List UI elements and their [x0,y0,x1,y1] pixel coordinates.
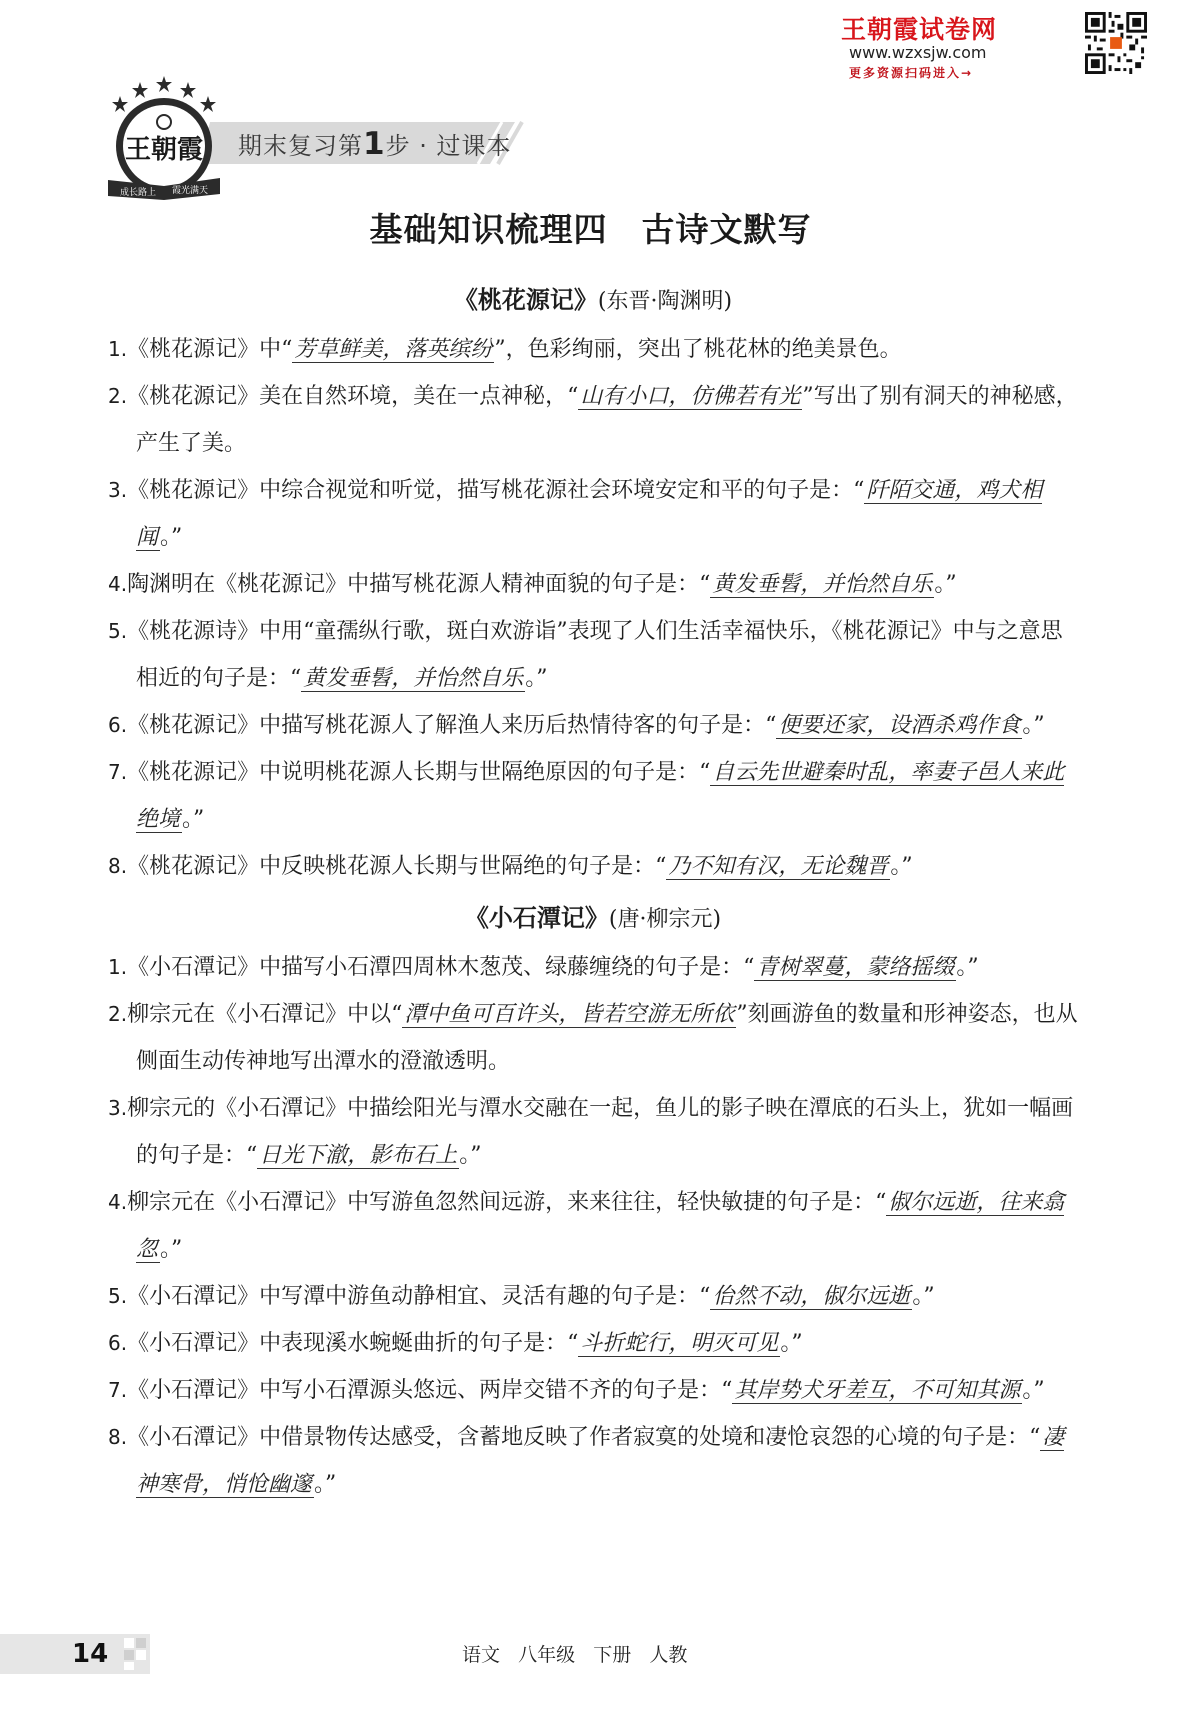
answer-text: 阡陌交通，鸡犬相闻 [136,478,1043,550]
list-item: 4.陶渊明在《桃花源记》中描写桃花源人精神面貌的句子是：“黄发垂髫，并怡然自乐。” [108,572,957,597]
footer-volume: 下册 [593,1644,632,1666]
brand-more-resources: 更多资源扫码进入→ [849,66,974,80]
banner-suffix: 步 · 过课本 [385,132,512,160]
step-banner [238,126,511,162]
list-item: 2.《桃花源记》美在自然环境，美在一点神秘，“山有小口，仿佛若有光”写出了别有洞天的神秘感，产生了美。 [108,384,1078,456]
recitation-content [108,278,1078,1508]
section-work-title: 《桃花源记》 [453,286,598,314]
brand-name: 王朝霞试卷网 [841,15,998,44]
answer-text: 便要还家，设酒杀鸡作食 [778,713,1021,738]
list-item: 6.《小石潭记》中表现溪水蜿蜒曲折的句子是：“斗折蛇行，明灭可见。” [108,1331,803,1356]
page-number: 14 [72,1639,109,1669]
brand-url[interactable]: www.wzxsjw.com [849,43,987,62]
list-item: 7.《小石潭记》中写小石潭源头悠远、两岸交错不齐的句子是：“其岸势犬牙差互，不可知其源。” [108,1378,1045,1403]
answer-text: 斗折蛇行，明灭可见 [580,1331,779,1356]
banner-step-number: 1 [363,126,386,162]
page-title: 基础知识梳理四 古诗文默写 [369,210,812,249]
answer-text: 凄神寒骨，悄怆幽邃 [136,1425,1065,1497]
answer-text: 自云先世避秦时乱，率妻子邑人来此绝境 [136,760,1065,832]
footer-subject: 语文 [462,1644,501,1666]
footer-edition: 人教 [649,1644,688,1666]
list-item: 7.《桃花源记》中说明桃花源人长期与世隔绝原因的句子是：“自云先世避秦时乱，率妻子邑人来此绝境。” [108,760,1065,832]
footer-grade: 八年级 [518,1644,576,1666]
answer-text: 俶尔远逝，往来翕忽 [136,1190,1065,1262]
answer-text: 黄发垂髫，并怡然自乐 [712,572,933,597]
section-heading-xiaoshitanji [108,896,1078,942]
section-author: (东晋·陶渊明) [597,289,733,314]
list-item: 3.《桃花源记》中综合视觉和听觉，描写桃花源社会环境安定和平的句子是：“阡陌交通，鸡犬相闻。” [108,478,1043,550]
answer-text: 其岸势犬牙差互，不可知其源 [734,1378,1021,1403]
qr-code-icon[interactable] [1085,12,1147,74]
list-item: 2.柳宗元在《小石潭记》中以“潭中鱼可百许头，皆若空游无所依”刻画游鱼的数量和形神姿态，也从侧面生动传神地写出潭水的澄澈透明。 [108,1002,1078,1074]
list-item: 4.柳宗元在《小石潭记》中写游鱼忽然间远游，来来往往，轻快敏捷的句子是：“俶尔远逝，往来翕忽。” [108,1190,1065,1262]
answer-text: 日光下澈，影布石上 [259,1143,458,1168]
answer-text: 山有小口，仿佛若有光 [580,384,801,409]
list-item: 5.《小石潭记》中写潭中游鱼动静相宜、灵活有趣的句子是：“佁然不动，俶尔远逝。” [108,1284,935,1309]
brand-header [841,10,1081,80]
answer-text: 乃不知有汉，无论魏晋 [668,854,889,879]
list-item: 5.《桃花源诗》中用“童孺纵行歌，斑白欢游诣”表现了人们生活幸福快乐，《桃花源记》中与之意思相近的句子是：“黄发垂髫，并怡然自乐。” [108,619,1063,691]
answer-text: 佁然不动，俶尔远逝 [712,1284,911,1309]
answer-text: 芳草鲜美，落英缤纷 [294,337,493,362]
list-item: 1.《桃花源记》中“芳草鲜美，落英缤纷”，色彩绚丽，突出了桃花林的绝美景色。 [108,337,902,362]
answer-text: 潭中鱼可百许头，皆若空游无所依 [404,1002,735,1027]
section-author: (唐·柳宗元) [608,907,722,932]
brand-badge-logo [104,74,224,204]
footer-book-info [462,1640,687,1670]
list-item: 1.《小石潭记》中描写小石潭四周林木葱茂、绿藤缠绕的句子是：“青树翠蔓，蒙络摇缀。” [108,955,979,980]
section-heading-taohuayuanji [108,278,1078,324]
list-item: 8.《小石潭记》中借景物传达感受，含蓄地反映了作者寂寞的处境和凄怆哀怨的心境的句子是：“凄神寒骨，悄怆幽邃。” [108,1425,1065,1497]
list-item: 3.柳宗元的《小石潭记》中描绘阳光与潭水交融在一起，鱼儿的影子映在潭底的石头上，犹如一幅画的句子是：“日光下澈，影布石上。” [108,1096,1074,1168]
badge-name: 王朝霞 [124,135,204,165]
footer-decoration-icon [124,1638,148,1670]
badge-motto-left: 成长路上 [119,188,157,198]
banner-prefix: 期末复习第 [238,132,363,160]
list-item: 6.《桃花源记》中描写桃花源人了解渔人来历后热情待客的句子是：“便要还家，设酒杀鸡作食。” [108,713,1045,738]
badge-motto-right: 霞光满天 [171,186,209,196]
section-work-title: 《小石潭记》 [464,904,609,932]
list-item: 8.《桃花源记》中反映桃花源人长期与世隔绝的句子是：“乃不知有汉，无论魏晋。” [108,854,913,879]
answer-text: 黄发垂髫，并怡然自乐 [303,666,524,691]
answer-text: 青树翠蔓，蒙络摇缀 [756,955,955,980]
